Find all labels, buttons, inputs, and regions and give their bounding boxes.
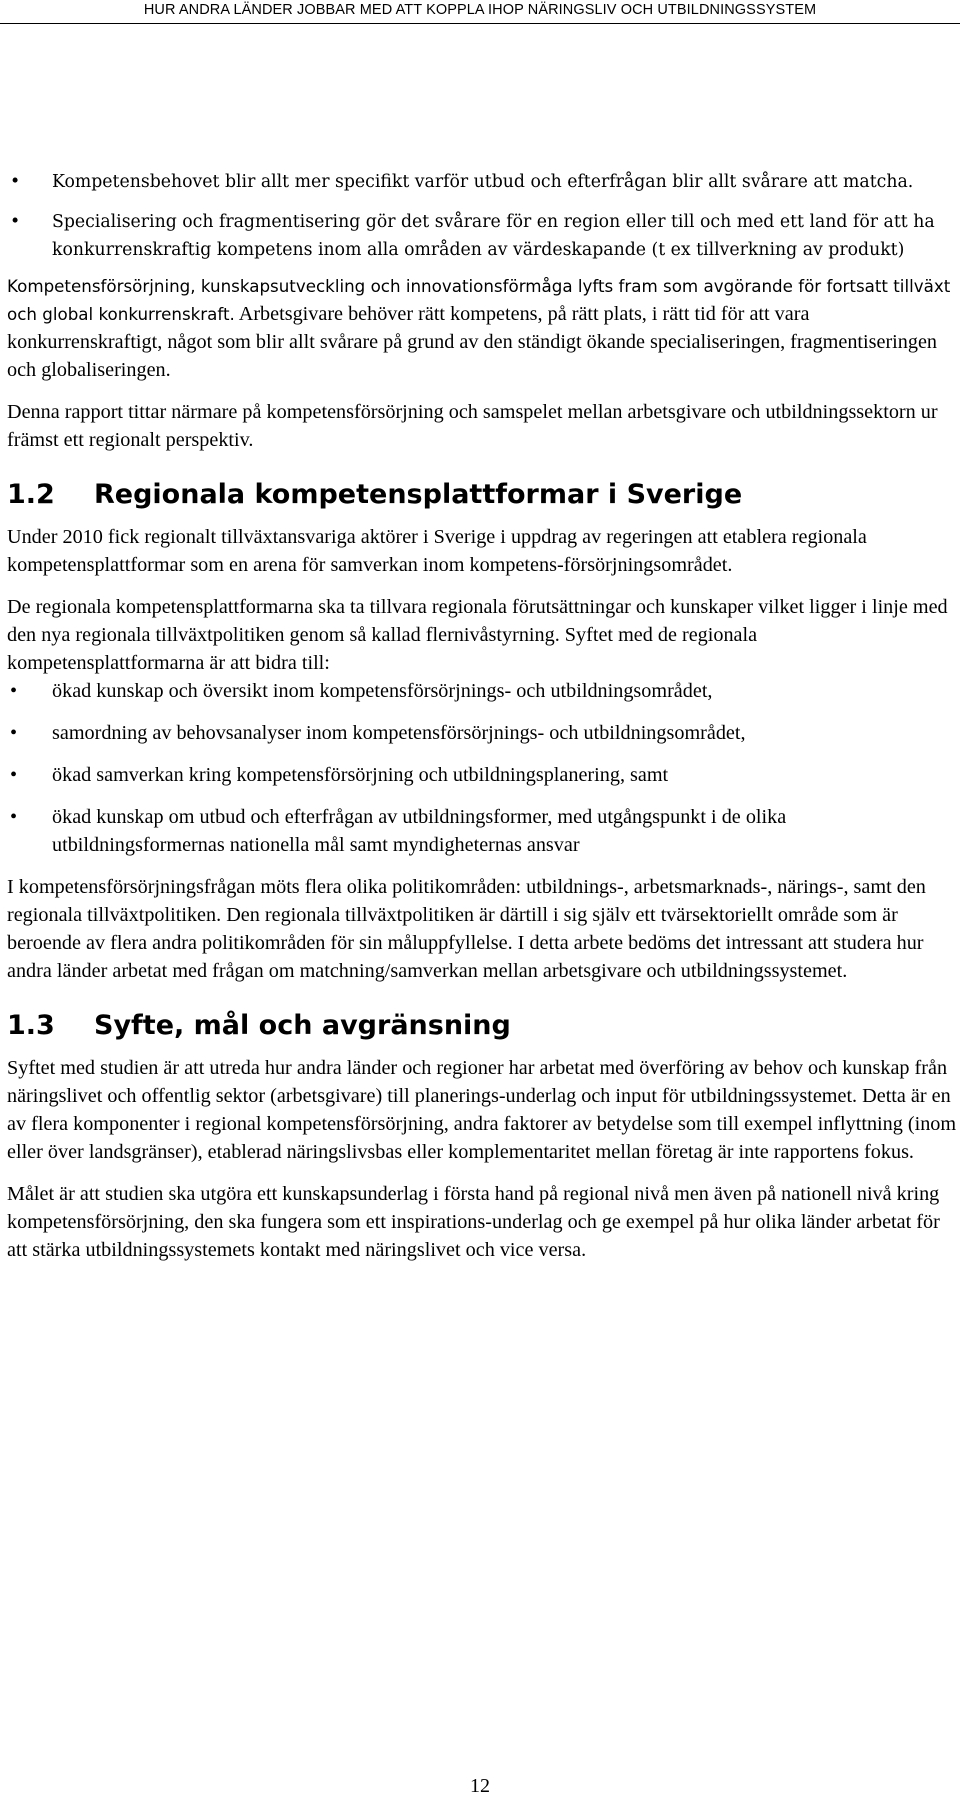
section-heading-1-2 — [7, 479, 957, 511]
bullet-text: ökad samverkan kring kompetensförsörjning och utbildningsplanering, samt — [52, 764, 669, 786]
bullet-text: samordning av behovsanalyser inom kompetensförsörjnings- och utbildningsområdet, — [52, 722, 746, 744]
report-scope-paragraph: Denna rapport tittar närmare på kompetensförsörjning och samspelet mellan arbetsgivare och utbildningssektorn ur främst ett regionalt perspektiv. — [7, 401, 938, 451]
section-heading-1-3 — [7, 1010, 957, 1042]
section-1-3-paragraph-2: Målet är att studien ska utgöra ett kunskapsunderlag i första hand på regional nivå men även på nationell nivå kring kompetensförsörjning, den ska fungera som ett inspirations-underlag och ge exempel på hur olika länder arbetat för att stärka utbildningssystemets kontakt med näringslivet och vice versa. — [7, 1183, 940, 1261]
section-1-3-paragraph-1: Syftet med studien är att utreda hur andra länder och regioner har arbetat med överföring av behov och kunskap från näringslivet och offentlig sektor (arbetsgivare) till planerings-underlag och input för utbildningssystemet. Detta är en av flera komponenter i regional kompetensförsörjning, andra faktorer av betydelse som till exempel inflyttning (inom eller över landsgränser), etablerad näringslivsbas eller komplementaritet mellan företag är inte rapportens fokus. — [7, 1057, 957, 1163]
section-1-2-paragraph-2: De regionala kompetensplattformarna ska ta tillvara regionala förutsättningar och kunskaper vilket ligger i linje med den nya regionala tillväxtpolitiken genom så kallad flernivåstyrning. Syftet med de regionala kompetensplattformarna är att bidra till: — [7, 596, 948, 674]
section-1-2-paragraph-3: I kompetensförsörjningsfrågan möts flera olika politikområden: utbildnings-, arbetsmarknads-, närings-, samt den regionala tillväxtpolitiken. Den regionala tillväxtpolitiken är därtill i sig själv ett tvärsektoriellt område som är beroende av flera andra politikområden för sin måluppfyllelse. I detta arbete bedöms det intressant att studera hur andra länder arbetat med frågan om matchning/samverkan mellan arbetsgivare och utbildningssystemet. — [7, 876, 926, 982]
header-rule — [0, 23, 960, 24]
bullet-text: Specialisering och fragmentisering gör det svårare för en region eller till och med ett land för att ha konkurrenskraftig kompetens inom alla områden av värdeskapande (t ex tillverkning av produkt) — [52, 212, 935, 260]
intro-bullet-list — [7, 168, 957, 264]
section-title: Regionala kompetensplattformar i Sverige — [94, 479, 743, 510]
section-1-2-bullet-list — [7, 677, 957, 859]
bullet-icon: • — [10, 212, 21, 232]
intro-paragraph-body: Arbetsgivare behöver rätt kompetens, på rätt plats, i rätt tid för att vara konkurrenskraftigt, något som blir allt svårare på grund av den ständigt ökande specialiseringen, fragmentiseringen och globaliseringen. — [7, 303, 938, 381]
list-item — [7, 208, 957, 264]
intro-paragraph-lead: Kompetensförsörjning, kunskapsutveckling och innovationsförmåga lyfts fram som avgörande för fortsatt tillväxt och global konkurrenskraft. — [7, 276, 951, 324]
intro-paragraph — [7, 272, 957, 384]
bullet-text: ökad kunskap och översikt inom kompetensförsörjnings- och utbildningsområdet, — [52, 680, 713, 702]
section-number: 1.2 — [7, 479, 55, 510]
list-item — [7, 803, 957, 859]
list-item — [7, 677, 957, 705]
list-item — [7, 719, 957, 747]
section-title: Syfte, mål och avgränsning — [94, 1010, 511, 1041]
bullet-icon: • — [10, 172, 21, 192]
bullet-icon: • — [10, 764, 18, 786]
bullet-icon: • — [10, 680, 18, 702]
section-1-2-paragraph-1: Under 2010 fick regionalt tillväxtansvariga aktörer i Sverige i uppdrag av regeringen att etablera regionala kompetensplattformar som en arena för samverkan inom kompetens-försörjningsområdet. — [7, 526, 867, 576]
bullet-icon: • — [10, 806, 18, 828]
list-item — [7, 761, 957, 789]
page-number: 12 — [470, 1775, 490, 1797]
running-header: HUR ANDRA LÄNDER JOBBAR MED ATT KOPPLA IHOP NÄRINGSLIV OCH UTBILDNINGSSYSTEM — [143, 2, 817, 18]
bullet-icon: • — [10, 722, 18, 744]
page-content — [7, 168, 957, 1264]
list-item — [7, 168, 957, 196]
bullet-text: ökad kunskap om utbud och efterfrågan av utbildningsformer, med utgångspunkt i de olika utbildningsformernas nationella mål samt myndigheternas ansvar — [52, 806, 787, 856]
bullet-text: Kompetensbehovet blir allt mer specifikt varför utbud och efterfrågan blir allt svårare att matcha. — [52, 172, 914, 192]
section-number: 1.3 — [7, 1010, 55, 1041]
